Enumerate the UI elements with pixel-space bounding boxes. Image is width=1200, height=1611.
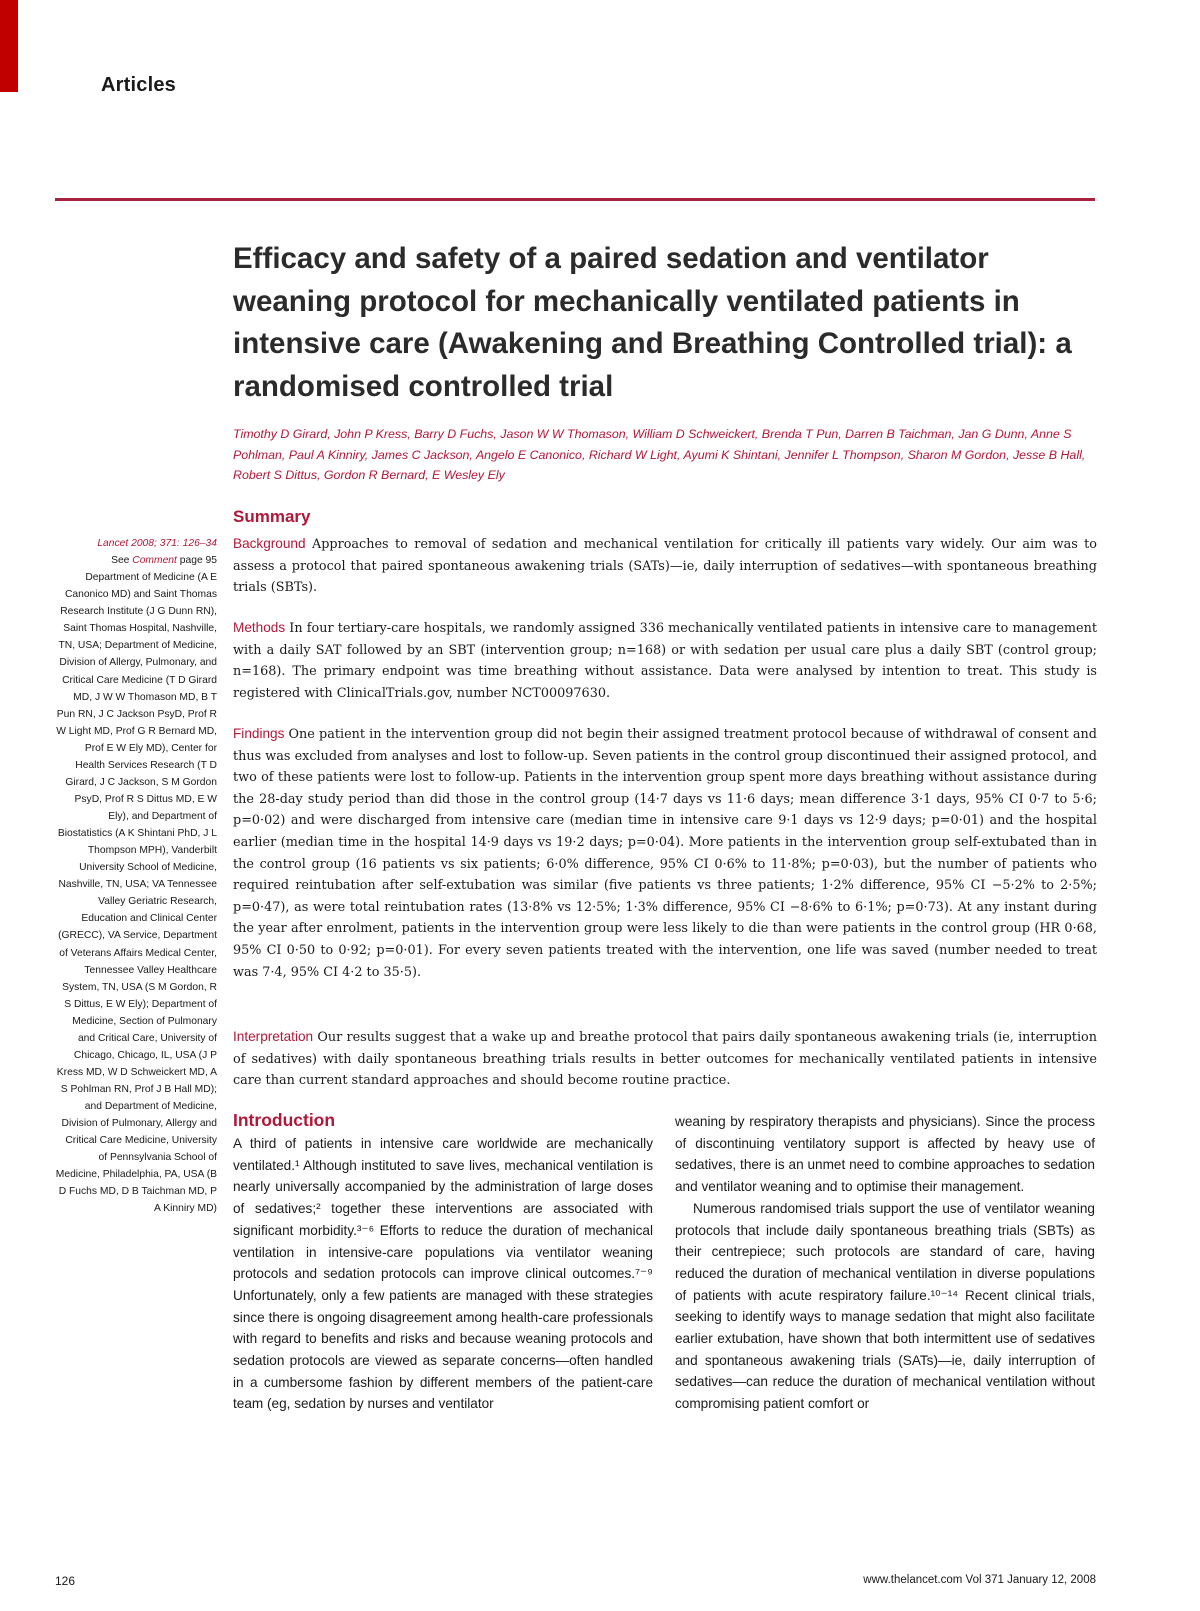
- methods-text: In four tertiary-care hospitals, we randomly assigned 336 mechanically ventilated patients in intensive care to management with a daily SAT followed by an SBT (intervention group; n=168) or with sedation per usual care plus a daily SBT (control group; n=168). The primary endpoint was time breathing without assistance. Data were analysed by intention to treat. This study is registered with ClinicalTrials.gov, number NCT00097630.: [233, 621, 1097, 701]
- see-comment: [55, 552, 217, 569]
- intro-column-2: [675, 1111, 1095, 1415]
- abstract-interpretation: [233, 1026, 1097, 1092]
- header-rule: [55, 198, 1095, 201]
- page-number: 126: [55, 1574, 76, 1588]
- summary-heading: Summary: [233, 507, 311, 526]
- author-list: Timothy D Girard, John P Kress, Barry D Fuchs, Jason W W Thomason, William D Schweickert, Brenda T Pun, Darren B Taichman, Jan G Dunn, Anne S Pohlman, Paul A Kinniry, James C Jackson, Angelo E Canonico, Richard W Light, Ayumi K Shintani, Jennifer L Thompson, Sharon M Gordon, Jesse B Hall, Robert S Dittus, Gordon R Bernard, E Wesley Ely: [233, 427, 1086, 482]
- intro-col2-paragraph-1: weaning by respiratory therapists and physicians). Since the process of discontinuing ventilatory support is affected by heavy use of sedatives, there is an unmet need to combine approaches to sedation and ventilator weaning and to optimise their management.: [675, 1114, 1095, 1195]
- abstract-findings: [233, 723, 1097, 983]
- see-suffix: page 95: [176, 555, 217, 567]
- findings-text: One patient in the intervention group did not begin their assigned treatment protocol because of withdrawal of consent and thus was excluded from analyses and lost to follow-up. Seven patients in the control group discontinued their assigned protocol, and two of these patients were lost to follow-up. Patients in the intervention group spent more days breathing without assistance during the 28-day study period than did those in the control group (14·7 days vs 11·6 days; mean difference 3·1 days, 95% CI 0·7 to 5·6; p=0·02) and were discharged from intensive care (median time in intensive care 9·1 days vs 12·9 days; p=0·01) and the hospital earlier (median time in the hospital 14·9 days vs 19·2 days; p=0·04). More patients in the intervention group self-extubated than in the control group (16 patients vs six patients; 6·0% difference, 95% CI 0·6% to 11·8%; p=0·03), but the number of patients who required reintubation after self-extubation was similar (five patients vs three patients; 1·2% difference, 95% CI −5·2% to 2·5%; p=0·47), as were total reintubation rates (13·8% vs 12·5%; 1·3% difference, 95% CI −8·6% to 6·1%; p=0·73). At any instant during the year after enrolment, patients in the intervention group were less likely to die than were patients in the control group (HR 0·68, 95% CI 0·50 to 0·92; p=0·01). For every seven patients treated with the intervention, one life was saved (number needed to treat was 7·4, 95% CI 4·2 to 35·5).: [233, 727, 1097, 980]
- abstract-background: [233, 533, 1097, 599]
- sidebar-notes: [55, 535, 217, 1218]
- findings-label: Findings: [233, 726, 285, 741]
- article-title: Efficacy and safety of a paired sedation and ventilator weaning protocol for mechanically ventilated patients in intensive care (Awakening and Breathing Controlled trial): a randomised controlled trial: [233, 242, 1072, 403]
- methods-label: Methods: [233, 620, 286, 635]
- accent-bar: [0, 0, 18, 92]
- background-label: Background: [233, 536, 306, 551]
- affiliations: Department of Medicine (A E Canonico MD) and Saint Thomas Research Institute (J G Dunn RN), Saint Thomas Hospital, Nashville, TN, USA; Department of Medicine, Division of Allergy, Pulmonary, and Critical Care Medicine (T D Girard MD, J W W Thomason MD, B T Pun RN, J C Jackson PsyD, Prof R W Light MD, Prof G R Bernard MD, Prof E W Ely MD), Center for Health Services Research (T D Girard, J C Jackson, S M Gordon PsyD, Prof R S Dittus MD, E W Ely), and Department of Biostatistics (A K Shintani PhD, J L Thompson MPH), Vanderbilt University School of Medicine, Nashville, TN, USA; VA Tennessee Valley Geriatric Research, Education and Clinical Center (GRECC), VA Service, Department of Veterans Affairs Medical Center, Tennessee Valley Healthcare System, TN, USA (S M Gordon, R S Dittus, E W Ely); Department of Medicine, Section of Pulmonary and Critical Care, University of Chicago, Chicago, IL, USA (J P Kress MD, W D Schweickert MD, A S Pohlman RN, Prof J B Hall MD); and Department of Medicine, Division of Pulmonary, Allergy and Critical Care Medicine, University of Pennsylvania School of Medicine, Philadelphia, PA, USA (B D Fuchs MD, D B Taichman MD, P A Kinniry MD): [55, 572, 217, 1215]
- intro-column-1: A third of patients in intensive care worldwide are mechanically ventilated.¹ Although instituted to save lives, mechanical ventilation is nearly universally accompanied by the administration of large doses of sedatives;² together these interventions are associated with significant morbidity.³⁻⁶ Efforts to reduce the duration of mechanical ventilation in intensive-care populations via ventilator weaning protocols and sedation protocols can improve clinical outcomes.⁷⁻⁹ Unfortunately, only a few patients are managed with these strategies since there is ongoing disagreement among health-care professionals with regard to benefits and risks and because weaning protocols and sedation protocols are viewed as separate concerns—often handled in a cumbersome fashion by different members of the patient-care team (eg, sedation by nurses and ventilator: [233, 1136, 653, 1412]
- interpretation-label: Interpretation: [233, 1029, 314, 1044]
- background-text: Approaches to removal of sedation and mechanical ventilation for critically ill patients vary widely. Our aim was to assess a protocol that paired spontaneous awakening trials (SATs)—ie, daily interruption of sedatives—with spontaneous breathing trials (SBTs).: [233, 537, 1097, 596]
- journal-info: www.thelancet.com Vol 371 January 12, 2008: [863, 1574, 1096, 1586]
- intro-col2-paragraph-2: Numerous randomised trials support the use of ventilator weaning protocols that include daily spontaneous breathing trials (SBTs) as their centrepiece; such protocols are standard of care, having reduced the duration of mechanical ventilation in diverse populations of patients with acute respiratory failure.¹⁰⁻¹⁴ Recent clinical trials, seeking to identify ways to manage sedation that might also facilitate earlier extubation, have shown that both intermittent use of sedatives and spontaneous awakening trials (SATs)—ie, daily interruption of sedatives—can reduce the duration of mechanical ventilation without compromising patient comfort or: [675, 1200, 1095, 1412]
- abstract-methods: [233, 617, 1097, 704]
- section-label: Articles: [101, 74, 176, 96]
- see-prefix: See: [111, 555, 133, 567]
- interpretation-text: Our results suggest that a wake up and breathe protocol that pairs daily spontaneous awakening trials (ie, interruption of sedatives) with daily spontaneous breathing trials results in better outcomes for mechanically ventilated patients in intensive care than current standard approaches and should become routine practice.: [233, 1030, 1097, 1089]
- citation: Lancet 2008; 371: 126–34: [97, 538, 217, 549]
- introduction-heading: Introduction: [233, 1110, 336, 1130]
- comment-link[interactable]: Comment: [132, 555, 177, 567]
